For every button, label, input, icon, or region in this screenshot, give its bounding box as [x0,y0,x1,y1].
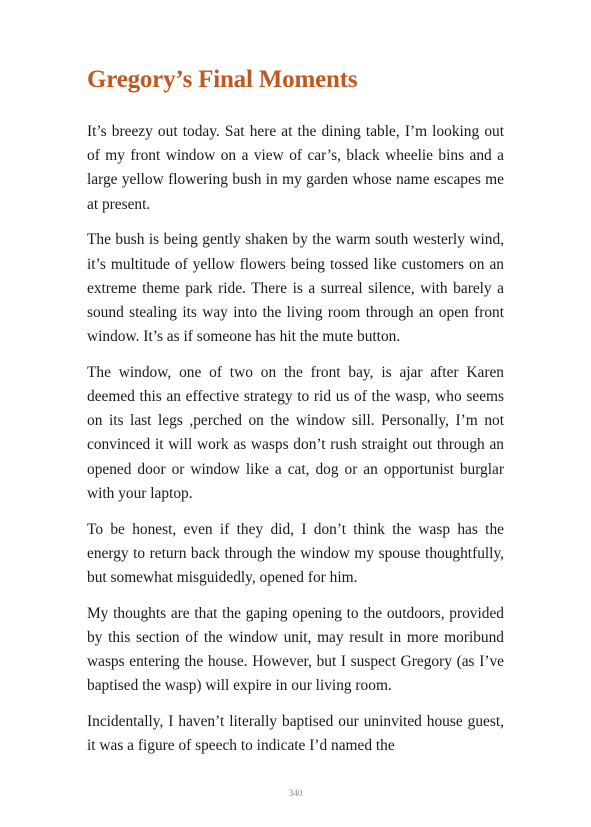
paragraph: The window, one of two on the front bay, is ajar after Karen deemed this an effective strategy to rid us of the wasp, who seems on its last legs ,perched on the window sill. Personally, I’m not convinced it will work as wasps don’t rush straight out through an opened door or window like a cat, dog or an opportunist burglar with your laptop. [87,363,504,502]
paragraph: It’s breezy out today. Sat here at the dining table, I’m looking out of my front window on a view of car’s, black wheelie bins and a large yellow flowering bush in my garden whose name escapes me at present. [87,123,504,213]
body-text [87,120,504,770]
paragraph: My thoughts are that the gaping opening to the outdoors, provided by this section of the window unit, may result in more moribund wasps entering the house. However, but I suspect Gregory (as I’ve baptised the wasp) will expire in our living room. [87,604,504,695]
page-number: 340 [288,788,303,798]
chapter-title: Gregory’s Final Moments [87,66,358,93]
paragraph: To be honest, even if they did, I don’t think the wasp has the energy to return back through the window my spouse thoughtfully, but somewhat misguidedly, opened for him. [87,520,504,586]
paragraph: The bush is being gently shaken by the warm south westerly wind, it’s multitude of yellow flowers being tossed like customers on an extreme theme park ride. There is a surreal silence, with barely a sound stealing its way into the living room through an open front window. It’s as if someone has hit the mute button. [87,231,504,346]
paragraph: Incidentally, I haven’t literally baptised our uninvited house guest, it was a figure of speech to indicate I’d named the [87,712,504,755]
